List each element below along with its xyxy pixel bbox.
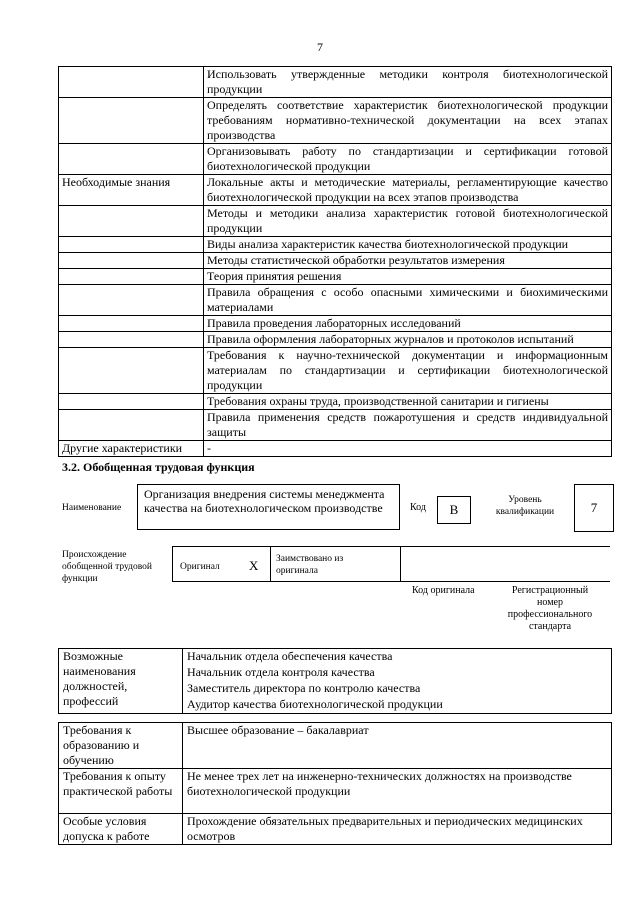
registration-number-label: Регистрационный номер профессионального стандарта xyxy=(507,585,593,632)
row-label xyxy=(59,67,204,98)
requirements-table xyxy=(58,722,612,845)
positions-table xyxy=(58,648,612,714)
skills-row xyxy=(59,285,612,316)
row-label: Другие характеристики xyxy=(59,441,204,457)
requirement-row xyxy=(59,769,612,814)
page-number: 7 xyxy=(317,40,323,54)
row-text: Требования охраны труда, производственной санитарии и гигиены xyxy=(204,394,612,410)
skills-row xyxy=(59,237,612,253)
position-item: Начальник отдела контроля качества xyxy=(187,665,375,679)
row-text: Методы и методики анализа характеристик готовой биотехнологической продукции xyxy=(204,206,612,237)
requirement-label: Требования к опыту практической работы xyxy=(59,769,183,814)
skills-row xyxy=(59,175,612,206)
row-label xyxy=(59,144,204,175)
row-label xyxy=(59,410,204,441)
section-title: 3.2. Обобщенная трудовая функция xyxy=(62,460,255,474)
code-value: В xyxy=(437,496,471,524)
skills-row xyxy=(59,348,612,394)
origin-original: Оригинал xyxy=(180,562,220,572)
row-label xyxy=(59,253,204,269)
skills-row xyxy=(59,269,612,285)
row-text: Виды анализа характеристик качества биотехнологической продукции xyxy=(204,237,612,253)
row-label xyxy=(59,269,204,285)
requirement-row xyxy=(59,723,612,769)
row-label xyxy=(59,285,204,316)
origin-divider-mid xyxy=(270,546,271,581)
qualification-level-label: Уровень квалификации xyxy=(495,495,555,517)
qualification-level-value: 7 xyxy=(574,484,614,532)
row-label xyxy=(59,316,204,332)
requirement-value: Высшее образование – бакалавриат xyxy=(183,723,612,769)
origin-divider-right xyxy=(400,546,401,581)
row-text: Организовывать работу по стандартизации и сертификации готовой биотехнологической продукции xyxy=(204,144,612,175)
function-name-label: Наименование xyxy=(62,503,122,513)
skills-knowledge-table xyxy=(58,66,612,457)
row-text: Правила проведения лабораторных исследований xyxy=(204,316,612,332)
skills-row xyxy=(59,441,612,457)
origin-row xyxy=(172,546,610,582)
row-text: Требования к научно-технической документации и информационным материалам по стандартизации и сертификации биотехнологической продукции xyxy=(204,348,612,394)
origin-original-mark: X xyxy=(249,558,259,573)
requirement-label: Требования к образованию и обучению xyxy=(59,723,183,769)
positions-label: Возможные наименования должностей, профессий xyxy=(59,649,183,714)
row-label xyxy=(59,206,204,237)
skills-row xyxy=(59,144,612,175)
row-label: Необходимые знания xyxy=(59,175,204,206)
code-label: Код xyxy=(410,502,426,513)
skills-row xyxy=(59,67,612,98)
skills-row xyxy=(59,394,612,410)
position-item: Заместитель директора по контролю качества xyxy=(187,681,421,695)
skills-row xyxy=(59,98,612,144)
skills-row xyxy=(59,332,612,348)
row-text: Правила оформления лабораторных журналов и протоколов испытаний xyxy=(204,332,612,348)
row-text: Определять соответствие характеристик биотехнологической продукции требованиям нормативно-технической документации на всех этапах производства xyxy=(204,98,612,144)
row-label xyxy=(59,332,204,348)
origin-label: Происхождение обобщенной трудовой функции xyxy=(62,550,152,584)
row-text: Теория принятия решения xyxy=(204,269,612,285)
requirement-row xyxy=(59,814,612,845)
requirement-value: Не менее трех лет на инженерно-технических должностях на производстве биотехнологической продукции xyxy=(183,769,612,814)
positions-list xyxy=(183,649,612,714)
row-label xyxy=(59,98,204,144)
position-item: Аудитор качества биотехнологической продукции xyxy=(187,697,443,711)
row-text: Правила применения средств пожаротушения и средств индивидуальной защиты xyxy=(204,410,612,441)
skills-row xyxy=(59,316,612,332)
origin-borrowed: Заимствовано из оригинала xyxy=(276,554,344,576)
skills-row xyxy=(59,206,612,237)
requirement-value: Прохождение обязательных предварительных и периодических медицинских осмотров xyxy=(183,814,612,845)
row-text: Правила обращения с особо опасными химическими и биохимическими материалами xyxy=(204,285,612,316)
requirement-label: Особые условия допуска к работе xyxy=(59,814,183,845)
row-label xyxy=(59,394,204,410)
row-text: Методы статистической обработки результатов измерения xyxy=(204,253,612,269)
origin-divider-left xyxy=(172,546,173,581)
row-text: - xyxy=(204,441,612,457)
function-name-value: Организация внедрения системы менеджмента качества на биотехнологическом производстве xyxy=(137,484,400,530)
skills-row xyxy=(59,253,612,269)
skills-row xyxy=(59,410,612,441)
row-text: Локальные акты и методические материалы, регламентирующие качество биотехнологической продукции на всех этапов производства xyxy=(204,175,612,206)
position-item: Начальник отдела обеспечения качества xyxy=(187,649,393,663)
row-label xyxy=(59,348,204,394)
code-original-label: Код оригинала xyxy=(412,585,475,596)
row-text: Использовать утвержденные методики контроля биотехнологической продукции xyxy=(204,67,612,98)
row-label xyxy=(59,237,204,253)
